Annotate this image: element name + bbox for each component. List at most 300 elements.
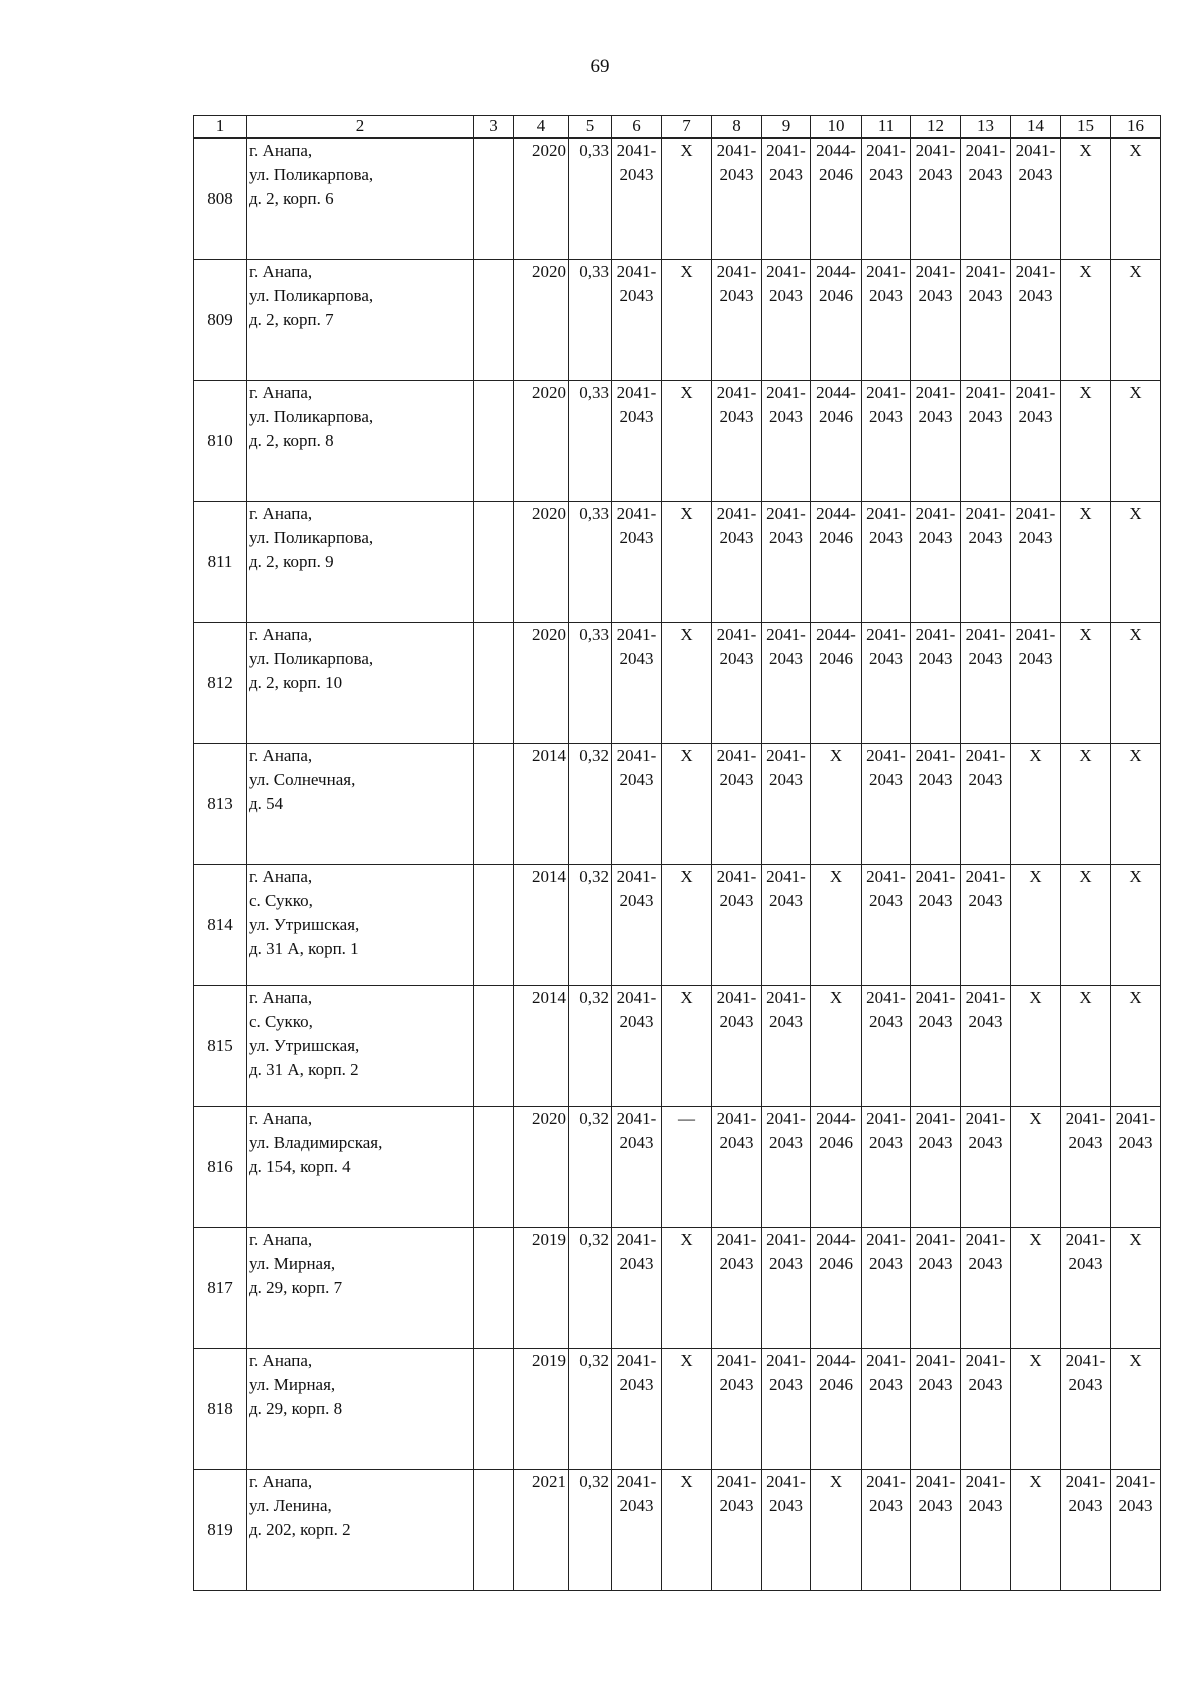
cell-c3 [474, 744, 514, 865]
cell-c14 [1011, 986, 1061, 1107]
cell-line: 2041- [915, 988, 956, 1007]
address-line: ул. Ленина, [249, 1496, 332, 1515]
cell-line: 2041- [1015, 504, 1056, 523]
cell-c7 [662, 1470, 712, 1591]
cell-line: 2041- [866, 988, 906, 1007]
address-line: д. 31 А, корп. 2 [249, 1060, 359, 1079]
cell-c13 [961, 1107, 1011, 1228]
cell-c6 [612, 138, 662, 260]
column-header-5: 5 [569, 116, 612, 139]
cell-c11 [862, 1349, 911, 1470]
cell-line: Х [1129, 867, 1142, 886]
cell-c10 [811, 1470, 862, 1591]
cell-c7 [662, 1349, 712, 1470]
cell-line: 2041- [866, 1109, 906, 1128]
cell-line: Х [1029, 1351, 1042, 1370]
cell-c13 [961, 1349, 1011, 1470]
row-number: 813 [194, 744, 247, 865]
cell-c14 [1011, 1349, 1061, 1470]
row-number: 817 [194, 1228, 247, 1349]
address-line: г. Анапа, [249, 625, 313, 644]
cell-c12 [911, 138, 961, 260]
cell-c4: 2014 [514, 986, 569, 1107]
address-line: д. 2, корп. 6 [249, 189, 334, 208]
cell-c4: 2014 [514, 744, 569, 865]
cell-line: 2041- [965, 504, 1006, 523]
cell-line: — [678, 1109, 695, 1128]
cell-line: Х [829, 1472, 843, 1491]
cell-line: 2043 [918, 1133, 953, 1152]
cell-c5: 0,33 [569, 138, 612, 260]
cell-line: 2043 [769, 649, 803, 668]
cell-c5: 0,33 [569, 623, 612, 744]
cell-line: 2043 [869, 891, 903, 910]
cell-line: 2043 [619, 1254, 654, 1273]
cell-line: 2043 [1018, 286, 1053, 305]
cell-c14 [1011, 260, 1061, 381]
cell-c6 [612, 1107, 662, 1228]
cell-line: 2043 [869, 407, 903, 426]
cell-line: 2043 [719, 649, 754, 668]
cell-c4: 2020 [514, 138, 569, 260]
cell-c12 [911, 381, 961, 502]
cell-line: 2044- [816, 1109, 856, 1128]
cell-c7 [662, 381, 712, 502]
address-line: ул. Поликарпова, [249, 528, 374, 547]
cell-c7 [662, 502, 712, 623]
cell-c16 [1111, 1228, 1161, 1349]
cell-line: 2043 [769, 528, 803, 547]
cell-c12 [911, 623, 961, 744]
cell-line: 2041- [766, 1109, 806, 1128]
cell-line: 2041- [866, 504, 906, 523]
address-line: д. 2, корп. 7 [249, 310, 334, 329]
cell-line: 2041- [766, 383, 806, 402]
cell-c8 [712, 1349, 762, 1470]
cell-c3 [474, 1107, 514, 1228]
address-cell [247, 744, 474, 865]
cell-line: 2043 [769, 1012, 803, 1031]
cell-line: 2043 [719, 407, 754, 426]
table-row [194, 138, 1161, 260]
cell-line: 2041- [766, 504, 806, 523]
cell-line: 2041- [965, 262, 1006, 281]
cell-c15 [1061, 260, 1111, 381]
cell-c4: 2020 [514, 381, 569, 502]
cell-line: 2041- [1015, 383, 1056, 402]
address-cell [247, 260, 474, 381]
cell-line: 2043 [769, 770, 803, 789]
cell-line: 2041- [766, 1351, 806, 1370]
cell-line: 2046 [819, 165, 853, 184]
address-cell [247, 623, 474, 744]
header-row [194, 116, 1161, 139]
cell-line: 2041- [766, 141, 806, 160]
cell-c13 [961, 381, 1011, 502]
cell-c8 [712, 623, 762, 744]
address-line: д. 2, корп. 10 [249, 673, 343, 692]
cell-line: 2041- [965, 867, 1006, 886]
cell-line: 2043 [968, 891, 1003, 910]
cell-line: Х [680, 141, 693, 160]
column-header-1: 1 [194, 116, 247, 139]
cell-line: 2041- [616, 1472, 657, 1491]
row-number: 811 [194, 502, 247, 623]
cell-c3 [474, 1349, 514, 1470]
cell-line: 2043 [769, 1496, 803, 1515]
cell-c15 [1061, 1349, 1111, 1470]
cell-line: 2043 [719, 1496, 754, 1515]
cell-c15 [1061, 744, 1111, 865]
cell-line: 2041- [716, 141, 757, 160]
address-line: г. Анапа, [249, 383, 313, 402]
table-row [194, 865, 1161, 986]
cell-c13 [961, 986, 1011, 1107]
register-body [194, 116, 1161, 1591]
cell-c10 [811, 138, 862, 260]
address-line: д. 202, корп. 2 [249, 1520, 351, 1539]
cell-c5: 0,32 [569, 1349, 612, 1470]
cell-line: 2043 [769, 407, 803, 426]
housing-register-table [193, 115, 1161, 1591]
cell-line: 2041- [915, 625, 956, 644]
table-row [194, 986, 1161, 1107]
cell-c9 [762, 502, 811, 623]
cell-line: Х [1029, 988, 1042, 1007]
cell-c15 [1061, 502, 1111, 623]
cell-line: 2041- [1015, 141, 1056, 160]
cell-c12 [911, 986, 961, 1107]
cell-line: 2043 [918, 1254, 953, 1273]
table-row [194, 1349, 1161, 1470]
column-header-4: 4 [514, 116, 569, 139]
cell-line: 2041- [716, 625, 757, 644]
cell-line: 2041- [716, 504, 757, 523]
cell-line: 2041- [866, 867, 906, 886]
cell-c6 [612, 260, 662, 381]
address-line: ул. Солнечная, [249, 770, 356, 789]
address-line: ул. Поликарпова, [249, 165, 374, 184]
cell-c15 [1061, 1470, 1111, 1591]
cell-line: 2043 [869, 1012, 903, 1031]
cell-line: 2041- [616, 1230, 657, 1249]
cell-c9 [762, 138, 811, 260]
cell-line: 2043 [869, 286, 903, 305]
cell-c11 [862, 260, 911, 381]
cell-c16 [1111, 381, 1161, 502]
address-line: д. 54 [249, 794, 284, 813]
cell-c5: 0,32 [569, 986, 612, 1107]
cell-c16 [1111, 138, 1161, 260]
row-number: 808 [194, 138, 247, 260]
cell-c5: 0,32 [569, 744, 612, 865]
cell-c4: 2020 [514, 623, 569, 744]
cell-line: Х [1079, 383, 1092, 402]
cell-c10 [811, 986, 862, 1107]
cell-line: 2041- [965, 1109, 1006, 1128]
cell-line: 2043 [1018, 407, 1053, 426]
cell-c12 [911, 865, 961, 986]
address-line: г. Анапа, [249, 867, 313, 886]
cell-line: 2043 [719, 1375, 754, 1394]
cell-c9 [762, 260, 811, 381]
cell-line: 2043 [619, 286, 654, 305]
cell-c10 [811, 1349, 862, 1470]
cell-c8 [712, 986, 762, 1107]
cell-line: 2043 [769, 286, 803, 305]
cell-line: 2041- [716, 262, 757, 281]
cell-line: 2043 [719, 528, 754, 547]
cell-c8 [712, 744, 762, 865]
cell-c8 [712, 138, 762, 260]
cell-c9 [762, 1228, 811, 1349]
cell-line: 2043 [1118, 1496, 1153, 1515]
cell-c5: 0,32 [569, 1470, 612, 1591]
cell-line: 2043 [968, 1375, 1003, 1394]
cell-c8 [712, 865, 762, 986]
cell-c7 [662, 986, 712, 1107]
cell-line: 2041- [965, 1230, 1006, 1249]
cell-c16 [1111, 986, 1161, 1107]
cell-line: 2043 [968, 1254, 1003, 1273]
column-header-16: 16 [1111, 116, 1161, 139]
cell-c15 [1061, 865, 1111, 986]
column-header-6: 6 [612, 116, 662, 139]
cell-line: Х [1029, 1109, 1042, 1128]
column-header-13: 13 [961, 116, 1011, 139]
cell-c4: 2020 [514, 502, 569, 623]
cell-line: 2041- [766, 1230, 806, 1249]
cell-c10 [811, 744, 862, 865]
table-row [194, 623, 1161, 744]
cell-c13 [961, 1470, 1011, 1591]
cell-line: 2043 [869, 1496, 903, 1515]
cell-line: 2043 [1018, 165, 1053, 184]
cell-line: 2044- [816, 1230, 856, 1249]
cell-c5: 0,33 [569, 381, 612, 502]
cell-line: 2043 [869, 1375, 903, 1394]
row-number: 818 [194, 1349, 247, 1470]
cell-line: Х [829, 988, 843, 1007]
cell-line: 2044- [816, 383, 856, 402]
cell-line: 2041- [915, 141, 956, 160]
column-header-8: 8 [712, 116, 762, 139]
cell-line: 2041- [716, 1472, 757, 1491]
address-line: д. 29, корп. 8 [249, 1399, 343, 1418]
address-line: с. Сукко, [249, 1012, 313, 1031]
cell-c8 [712, 1228, 762, 1349]
cell-c3 [474, 623, 514, 744]
cell-line: 2041- [1065, 1351, 1106, 1370]
cell-line: 2043 [619, 1496, 654, 1515]
address-line: г. Анапа, [249, 504, 313, 523]
row-number: 810 [194, 381, 247, 502]
cell-line: 2043 [619, 407, 654, 426]
cell-c14 [1011, 502, 1061, 623]
address-line: д. 29, корп. 7 [249, 1278, 343, 1297]
cell-c3 [474, 502, 514, 623]
cell-c11 [862, 865, 911, 986]
cell-line: 2043 [918, 407, 953, 426]
cell-line: 2043 [918, 1375, 953, 1394]
cell-c16 [1111, 1349, 1161, 1470]
cell-line: 2043 [869, 165, 903, 184]
cell-c5: 0,32 [569, 1107, 612, 1228]
cell-line: Х [1129, 262, 1142, 281]
cell-line: Х [1029, 746, 1042, 765]
row-number: 815 [194, 986, 247, 1107]
cell-c12 [911, 1228, 961, 1349]
cell-line: 2041- [965, 383, 1006, 402]
cell-line: Х [1129, 504, 1142, 523]
cell-line: 2041- [866, 1472, 906, 1491]
cell-line: 2041- [866, 625, 906, 644]
address-line: д. 2, корп. 8 [249, 431, 334, 450]
cell-c6 [612, 1349, 662, 1470]
cell-line: 2041- [716, 1351, 757, 1370]
address-cell [247, 138, 474, 260]
cell-c10 [811, 865, 862, 986]
cell-line: Х [1079, 141, 1092, 160]
cell-c13 [961, 865, 1011, 986]
cell-line: 2043 [719, 286, 754, 305]
address-line: д. 31 А, корп. 1 [249, 939, 359, 958]
cell-c10 [811, 260, 862, 381]
cell-line: Х [680, 625, 693, 644]
cell-c11 [862, 1228, 911, 1349]
cell-line: Х [680, 867, 693, 886]
cell-c9 [762, 1470, 811, 1591]
cell-c6 [612, 1228, 662, 1349]
cell-line: Х [680, 1351, 693, 1370]
cell-c3 [474, 1228, 514, 1349]
cell-line: 2041- [616, 383, 657, 402]
cell-c3 [474, 381, 514, 502]
cell-line: 2041- [716, 383, 757, 402]
cell-c4: 2019 [514, 1228, 569, 1349]
address-line: г. Анапа, [249, 1472, 313, 1491]
column-header-9: 9 [762, 116, 811, 139]
cell-c9 [762, 1107, 811, 1228]
cell-c11 [862, 502, 911, 623]
cell-line: 2043 [619, 165, 654, 184]
cell-line: Х [1079, 262, 1092, 281]
cell-line: 2041- [915, 262, 956, 281]
address-cell [247, 1228, 474, 1349]
cell-c15 [1061, 986, 1111, 1107]
cell-c3 [474, 865, 514, 986]
cell-line: Х [680, 746, 693, 765]
column-header-2: 2 [247, 116, 474, 139]
address-cell [247, 381, 474, 502]
cell-line: 2043 [918, 1012, 953, 1031]
cell-line: Х [1079, 504, 1092, 523]
cell-c11 [862, 986, 911, 1107]
cell-line: 2043 [869, 1254, 903, 1273]
cell-c13 [961, 502, 1011, 623]
table-row [194, 381, 1161, 502]
cell-c15 [1061, 1228, 1111, 1349]
cell-line: 2043 [769, 1133, 803, 1152]
cell-line: 2043 [968, 770, 1003, 789]
cell-c16 [1111, 865, 1161, 986]
cell-line: 2043 [918, 1496, 953, 1515]
cell-line: 2043 [719, 891, 754, 910]
cell-line: 2041- [915, 1472, 956, 1491]
cell-c9 [762, 986, 811, 1107]
column-header-7: 7 [662, 116, 712, 139]
cell-line: 2043 [1118, 1133, 1153, 1152]
cell-line: 2041- [965, 746, 1006, 765]
cell-line: 2043 [619, 1133, 654, 1152]
cell-line: 2043 [619, 1375, 654, 1394]
cell-c9 [762, 623, 811, 744]
address-line: г. Анапа, [249, 1351, 313, 1370]
cell-line: 2043 [769, 1375, 803, 1394]
cell-line: 2041- [965, 1351, 1006, 1370]
cell-c13 [961, 1228, 1011, 1349]
cell-c7 [662, 744, 712, 865]
cell-line: 2041- [866, 1230, 906, 1249]
cell-line: Х [1029, 1230, 1042, 1249]
cell-line: Х [680, 1230, 693, 1249]
cell-c16 [1111, 1470, 1161, 1591]
address-line: г. Анапа, [249, 988, 313, 1007]
cell-line: 2043 [968, 286, 1003, 305]
cell-line: Х [1129, 746, 1142, 765]
cell-c6 [612, 986, 662, 1107]
cell-c12 [911, 1470, 961, 1591]
cell-c7 [662, 260, 712, 381]
cell-line: Х [680, 262, 693, 281]
cell-line: 2041- [915, 504, 956, 523]
cell-line: 2043 [1018, 649, 1053, 668]
address-cell [247, 986, 474, 1107]
cell-line: Х [1129, 1230, 1142, 1249]
cell-line: 2043 [869, 528, 903, 547]
address-line: ул. Поликарпова, [249, 649, 374, 668]
cell-line: 2041- [766, 867, 806, 886]
cell-c4: 2020 [514, 1107, 569, 1228]
cell-c4: 2019 [514, 1349, 569, 1470]
cell-line: 2041- [965, 988, 1006, 1007]
cell-line: 2043 [968, 407, 1003, 426]
cell-line: 2041- [766, 1472, 806, 1491]
cell-line: 2043 [918, 286, 953, 305]
cell-c3 [474, 986, 514, 1107]
address-cell [247, 502, 474, 623]
cell-c14 [1011, 1470, 1061, 1591]
cell-c14 [1011, 744, 1061, 865]
cell-line: 2041- [616, 1351, 657, 1370]
table-row [194, 502, 1161, 623]
cell-line: Х [1079, 625, 1092, 644]
cell-c4: 2021 [514, 1470, 569, 1591]
cell-line: 2041- [1065, 1109, 1106, 1128]
cell-line: 2041- [1015, 262, 1056, 281]
cell-c6 [612, 502, 662, 623]
column-header-15: 15 [1061, 116, 1111, 139]
cell-line: 2043 [619, 770, 654, 789]
cell-c10 [811, 1228, 862, 1349]
cell-line: 2043 [769, 1254, 803, 1273]
cell-line: 2041- [716, 867, 757, 886]
cell-line: 2041- [866, 1351, 906, 1370]
cell-line: 2041- [716, 1230, 757, 1249]
cell-c9 [762, 865, 811, 986]
cell-line: 2043 [619, 891, 654, 910]
cell-line: 2041- [965, 1472, 1006, 1491]
